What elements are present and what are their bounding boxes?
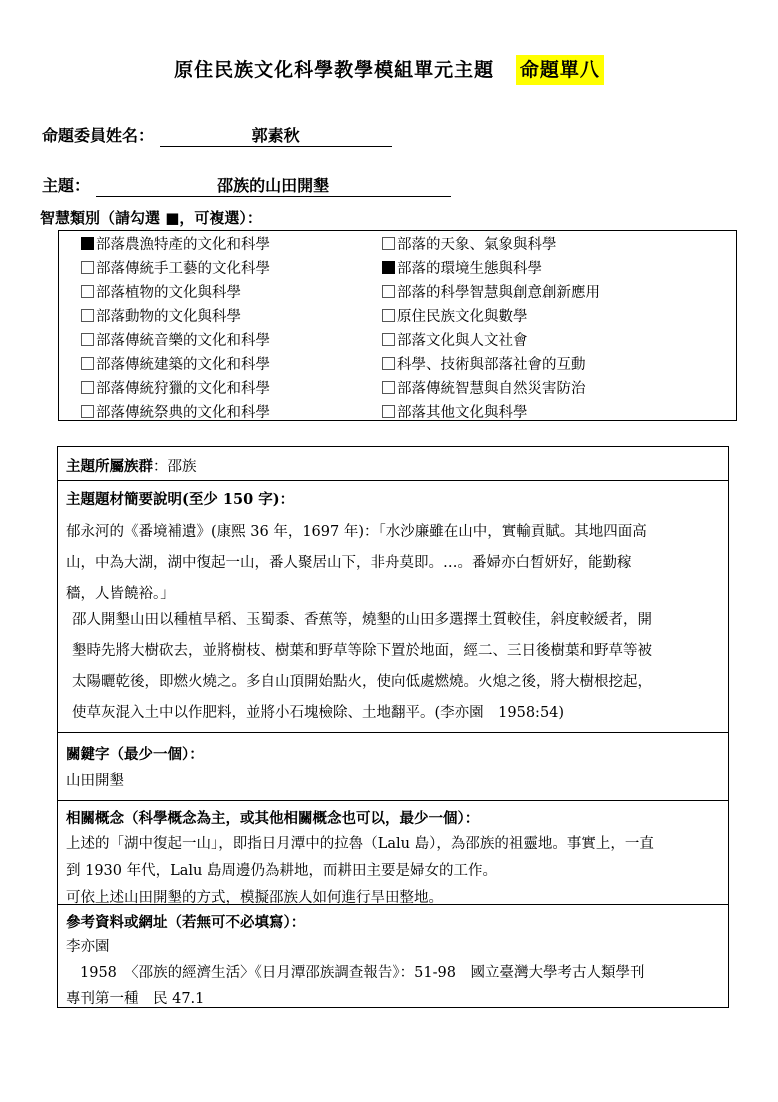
category-column-left <box>81 233 270 425</box>
checkbox-unchecked[interactable] <box>81 261 94 274</box>
info-table <box>57 446 729 1008</box>
checkbox-checked[interactable] <box>81 237 94 250</box>
checkbox-unchecked[interactable] <box>382 285 395 298</box>
checkbox-unchecked[interactable] <box>382 381 395 394</box>
checkbox-unchecked[interactable] <box>81 309 94 322</box>
concept-line: 可依上述山田開墾的方式，模擬邵族人如何進行旱田整地。 <box>66 890 443 906</box>
tribe-section <box>58 447 728 481</box>
category-label: 部落文化與人文社會 <box>397 333 528 349</box>
reference-line: 李亦園 <box>66 939 110 955</box>
checkbox-unchecked[interactable] <box>382 357 395 370</box>
summary-section <box>58 481 728 733</box>
topic-field <box>42 173 451 197</box>
category-item[interactable] <box>81 353 270 377</box>
summary-line: 穡，人皆饒裕。」 <box>66 586 175 602</box>
topic-label: 主題： <box>42 176 91 195</box>
category-item[interactable] <box>382 281 600 305</box>
category-label: 部落傳統祭典的文化和科學 <box>96 405 270 421</box>
checkbox-unchecked[interactable] <box>81 381 94 394</box>
category-item[interactable] <box>382 233 600 257</box>
committee-field <box>42 123 392 147</box>
summary-line: 山，中為大湖，湖中復起一山，番人聚居山下，非舟莫即。…。番婦亦白晳妍好，能勤稼 <box>66 555 632 571</box>
reference-line: 1958 〈邵族的經濟生活〉《日月潭邵族調查報告》：51-98 國立臺灣大學考古人類學刊 <box>80 965 645 981</box>
category-label: 部落的環境生態與科學 <box>397 261 542 277</box>
category-label: 部落的天象、氣象與科學 <box>397 237 557 253</box>
checkbox-unchecked[interactable] <box>382 237 395 250</box>
page-title <box>0 55 778 82</box>
category-item[interactable] <box>81 377 270 401</box>
keyword-section <box>58 733 728 801</box>
category-label: 部落傳統智慧與自然災害防治 <box>397 381 586 397</box>
category-item[interactable] <box>81 233 270 257</box>
checkbox-unchecked[interactable] <box>81 357 94 370</box>
category-item[interactable] <box>382 329 600 353</box>
topic-value: 邵族的山田開墾 <box>96 173 451 197</box>
checkbox-unchecked[interactable] <box>382 405 395 418</box>
concept-line: 到 1930 年代，Lalu 島周邊仍為耕地，而耕田主要是婦女的工作。 <box>66 863 497 879</box>
reference-line: 專刊第一種 民 47.1 <box>66 991 205 1007</box>
category-item[interactable] <box>382 377 600 401</box>
category-item[interactable] <box>81 281 270 305</box>
category-item[interactable] <box>81 401 270 425</box>
concept-section <box>58 801 728 905</box>
checkbox-unchecked[interactable] <box>81 405 94 418</box>
category-item[interactable] <box>81 305 270 329</box>
category-item[interactable] <box>382 305 600 329</box>
category-item[interactable] <box>382 257 600 281</box>
category-label: 部落傳統建築的文化和科學 <box>96 357 270 373</box>
category-item[interactable] <box>382 353 600 377</box>
category-item[interactable] <box>81 257 270 281</box>
checkbox-checked[interactable] <box>382 261 395 274</box>
concept-line: 上述的「湖中復起一山」，即指日月潭中的拉魯（Lalu 島），為邵族的祖靈地。事實上，一直 <box>66 836 654 852</box>
keyword-value: 山田開墾 <box>66 773 124 789</box>
summary-line: 郁永河的《番境補遺》(康熙 36 年，1697 年)：「水沙廉雖在山中，實輸貢賦。其地四面高 <box>66 524 647 540</box>
category-label: 部落植物的文化與科學 <box>96 285 241 301</box>
reference-label: 參考資料或網址（若無可不必填寫）： <box>66 914 306 931</box>
category-item[interactable] <box>382 401 600 425</box>
category-column-right <box>382 233 600 425</box>
category-title: 智慧類別（請勾選 ■，可複選）： <box>40 209 262 227</box>
checkbox-unchecked[interactable] <box>81 333 94 346</box>
keyword-label: 關鍵字（最少一個）： <box>66 746 204 763</box>
highlight-tag: 命題單八 <box>516 55 604 85</box>
committee-label: 命題委員姓名： <box>42 126 155 145</box>
summary-line: 太陽曬乾後，即燃火燒之。多自山頂開始點火，使向低處燃燒。火熄之後，將大樹根挖起， <box>72 674 652 690</box>
checkbox-unchecked[interactable] <box>382 333 395 346</box>
category-label: 部落其他文化與科學 <box>397 405 528 421</box>
title-text: 原住民族文化科學教學模組單元主題 <box>174 59 495 81</box>
concept-label: 相關概念（科學概念為主，或其他相關概念也可以，最少一個）： <box>66 810 480 827</box>
checkbox-unchecked[interactable] <box>382 309 395 322</box>
category-label: 部落傳統手工藝的文化科學 <box>96 261 270 277</box>
tribe-value: ：邵族 <box>153 459 197 475</box>
category-label: 部落動物的文化與科學 <box>96 309 241 325</box>
reference-section <box>58 905 728 1009</box>
summary-line: 邵人開墾山田以種植旱稻、玉蜀黍、香蕉等，燒墾的山田多選擇土質較佳，斜度較緩者，開 <box>72 612 652 628</box>
checkbox-unchecked[interactable] <box>81 285 94 298</box>
summary-line: 墾時先將大樹砍去，並將樹枝、樹葉和野草等除下置於地面，經二、三日後樹葉和野草等被 <box>72 643 652 659</box>
category-label: 科學、技術與部落社會的互動 <box>397 357 586 373</box>
summary-label: 主題題材簡要說明(至少 150 字)： <box>66 491 295 508</box>
summary-line: 使草灰混入土中以作肥料，並將小石塊檢除、土地翻平。(李亦園 1958:54) <box>72 705 565 721</box>
category-label: 部落的科學智慧與創意創新應用 <box>397 285 600 301</box>
committee-value: 郭素秋 <box>160 123 392 147</box>
category-label: 部落農漁特產的文化和科學 <box>96 237 270 253</box>
category-box <box>58 230 737 421</box>
tribe-label: 主題所屬族群 <box>66 458 153 475</box>
category-label: 原住民族文化與數學 <box>397 309 528 325</box>
category-label: 部落傳統狩獵的文化和科學 <box>96 381 270 397</box>
category-label: 部落傳統音樂的文化和科學 <box>96 333 270 349</box>
category-item[interactable] <box>81 329 270 353</box>
